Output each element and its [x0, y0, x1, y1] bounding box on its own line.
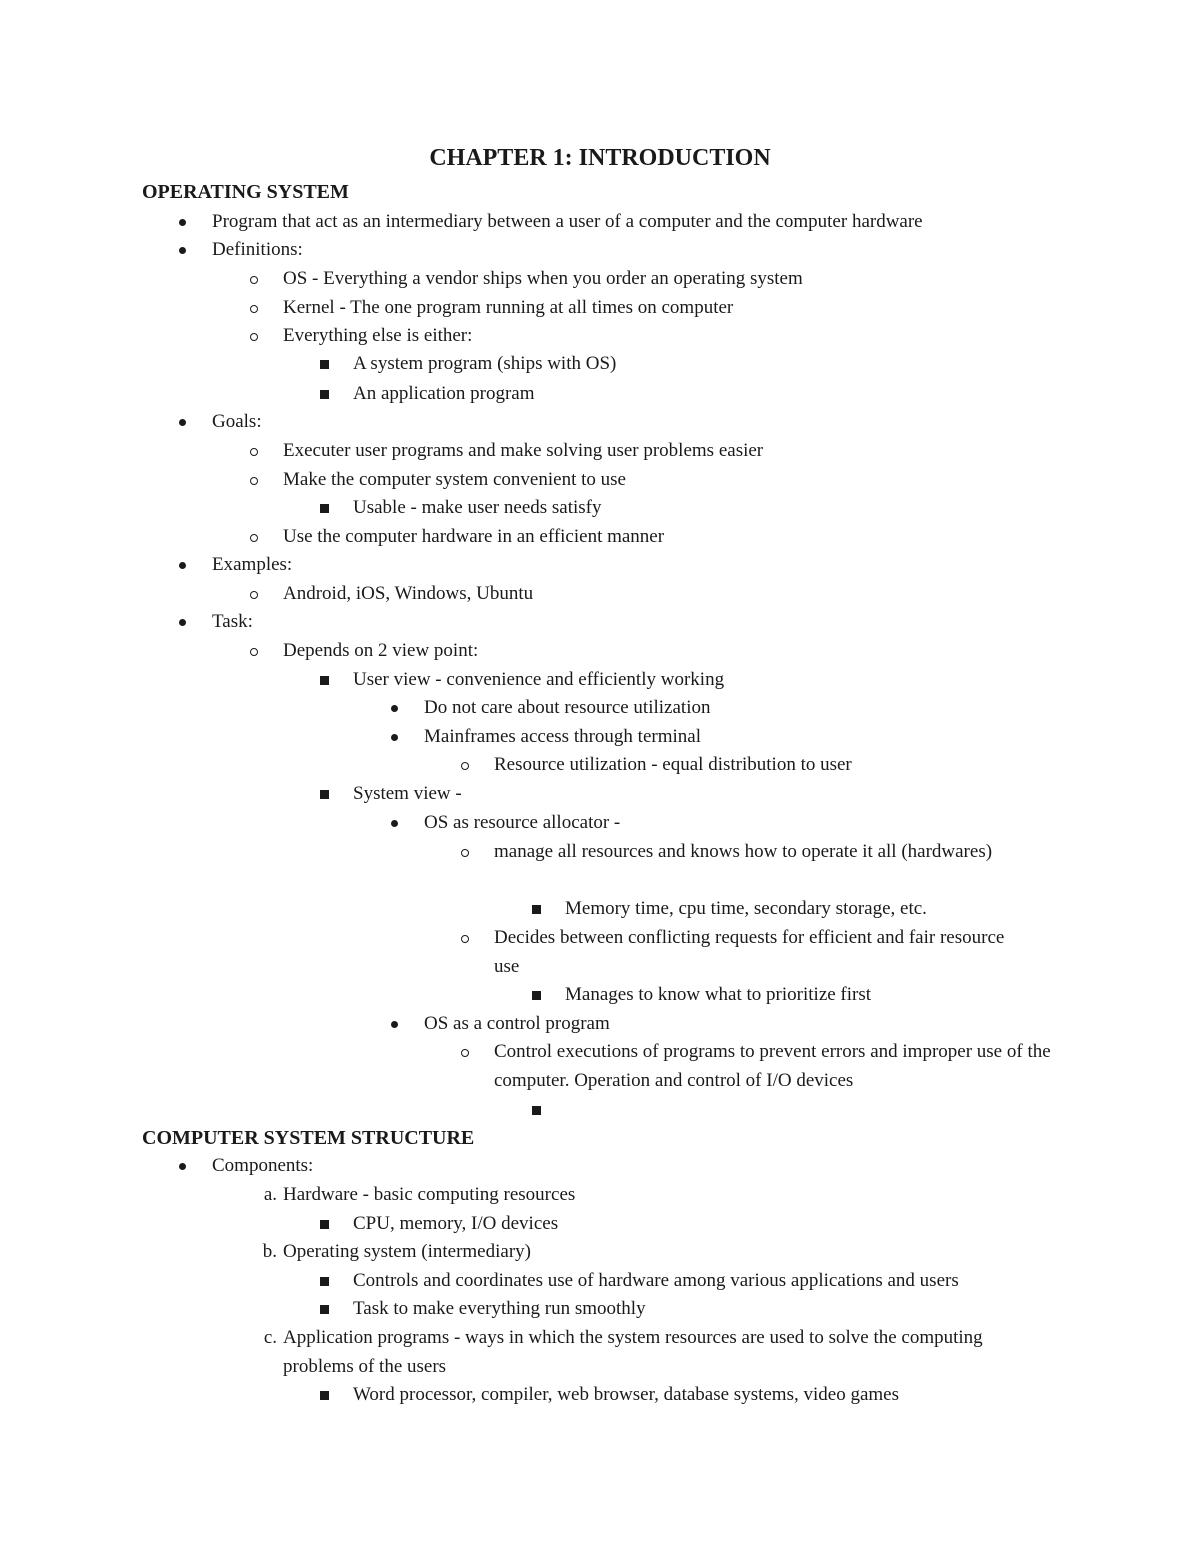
- section-heading-computer-system-structure: COMPUTER SYSTEM STRUCTURE: [142, 1127, 475, 1149]
- list-item: System view -: [353, 780, 1093, 809]
- square-bullet-icon: [317, 1267, 347, 1296]
- square-bullet-icon: [317, 1210, 347, 1239]
- list-item: Manages to know what to prioritize first: [565, 981, 1065, 1010]
- bullet-icon: [176, 236, 206, 265]
- list-item: manage all resources and knows how to operate it all (hardwares): [494, 838, 1014, 867]
- list-item: OS as a control program: [424, 1010, 1084, 1039]
- list-item: Make the computer system convenient to use: [283, 466, 1083, 495]
- square-bullet-icon: [529, 895, 559, 924]
- bullet-icon: [176, 208, 206, 237]
- section-heading-operating-system: OPERATING SYSTEM: [142, 181, 349, 203]
- bullet-icon: [388, 809, 418, 838]
- square-bullet-icon: [317, 380, 347, 409]
- list-item: Control executions of programs to prevent errors and improper use of the computer. Operation and control of I/O devices: [494, 1038, 1054, 1095]
- bullet-icon: [176, 608, 206, 637]
- list-item: Memory time, cpu time, secondary storage, etc.: [565, 895, 1065, 924]
- list-item: Program that act as an intermediary between a user of a computer and the computer hardware: [212, 208, 1092, 237]
- list-item: Kernel - The one program running at all times on computer: [283, 294, 1083, 323]
- list-letter: a.: [263, 1184, 277, 1205]
- square-bullet-icon: [317, 494, 347, 523]
- list-item: c. Application programs - ways in which the system resources are used to solve the computing problems of the users: [283, 1324, 1003, 1381]
- hollow-bullet-icon: [458, 751, 488, 780]
- list-item: a. Hardware - basic computing resources: [283, 1181, 1083, 1210]
- square-bullet-icon: [529, 981, 559, 1010]
- hollow-bullet-icon: [247, 466, 277, 495]
- list-letter: b.: [262, 1241, 277, 1262]
- list-letter: c.: [263, 1327, 277, 1348]
- bullet-icon: [388, 694, 418, 723]
- list-item: Do not care about resource utilization: [424, 694, 1084, 723]
- bullet-icon: [176, 1152, 206, 1181]
- list-item: Goals:: [212, 408, 1092, 437]
- hollow-bullet-icon: [458, 1038, 488, 1067]
- page-title: CHAPTER 1: INTRODUCTION: [429, 145, 771, 171]
- list-item: Use the computer hardware in an efficient manner: [283, 523, 1083, 552]
- square-bullet-icon: [317, 666, 347, 695]
- bullet-icon: [176, 551, 206, 580]
- list-item: Everything else is either:: [283, 322, 1083, 351]
- list-item: Android, iOS, Windows, Ubuntu: [283, 580, 1083, 609]
- hollow-bullet-icon: [247, 637, 277, 666]
- square-bullet-icon: [317, 780, 347, 809]
- bullet-icon: [176, 408, 206, 437]
- hollow-bullet-icon: [247, 523, 277, 552]
- square-bullet-icon: [529, 1096, 559, 1125]
- list-item: User view - convenience and efficiently working: [353, 666, 1093, 695]
- hollow-bullet-icon: [458, 924, 488, 953]
- list-item: Resource utilization - equal distribution to user: [494, 751, 1054, 780]
- bullet-icon: [388, 1010, 418, 1039]
- square-bullet-icon: [317, 350, 347, 379]
- hollow-bullet-icon: [247, 437, 277, 466]
- list-item: b. Operating system (intermediary): [283, 1238, 1083, 1267]
- list-item: Definitions:: [212, 236, 1092, 265]
- list-item: Executer user programs and make solving user problems easier: [283, 437, 1083, 466]
- list-item: Examples:: [212, 551, 1092, 580]
- list-item: Task to make everything run smoothly: [353, 1295, 1093, 1324]
- list-item: Decides between conflicting requests for efficient and fair resource use: [494, 924, 1014, 981]
- list-item: Components:: [212, 1152, 1092, 1181]
- list-item: CPU, memory, I/O devices: [353, 1210, 1093, 1239]
- bullet-icon: [388, 723, 418, 752]
- list-item: OS - Everything a vendor ships when you order an operating system: [283, 265, 1083, 294]
- list-item: A system program (ships with OS): [353, 350, 1093, 379]
- list-item: Mainframes access through terminal: [424, 723, 1084, 752]
- list-item: An application program: [353, 380, 1093, 409]
- hollow-bullet-icon: [247, 322, 277, 351]
- list-item: Word processor, compiler, web browser, database systems, video games: [353, 1381, 1093, 1410]
- list-item: OS as resource allocator -: [424, 809, 1084, 838]
- square-bullet-icon: [317, 1381, 347, 1410]
- hollow-bullet-icon: [247, 265, 277, 294]
- hollow-bullet-icon: [247, 580, 277, 609]
- hollow-bullet-icon: [247, 294, 277, 323]
- list-item: Depends on 2 view point:: [283, 637, 1083, 666]
- list-item: Controls and coordinates use of hardware among various applications and users: [353, 1267, 1093, 1296]
- list-item: Task:: [212, 608, 1092, 637]
- list-item: Usable - make user needs satisfy: [353, 494, 1093, 523]
- hollow-bullet-icon: [458, 838, 488, 867]
- square-bullet-icon: [317, 1295, 347, 1324]
